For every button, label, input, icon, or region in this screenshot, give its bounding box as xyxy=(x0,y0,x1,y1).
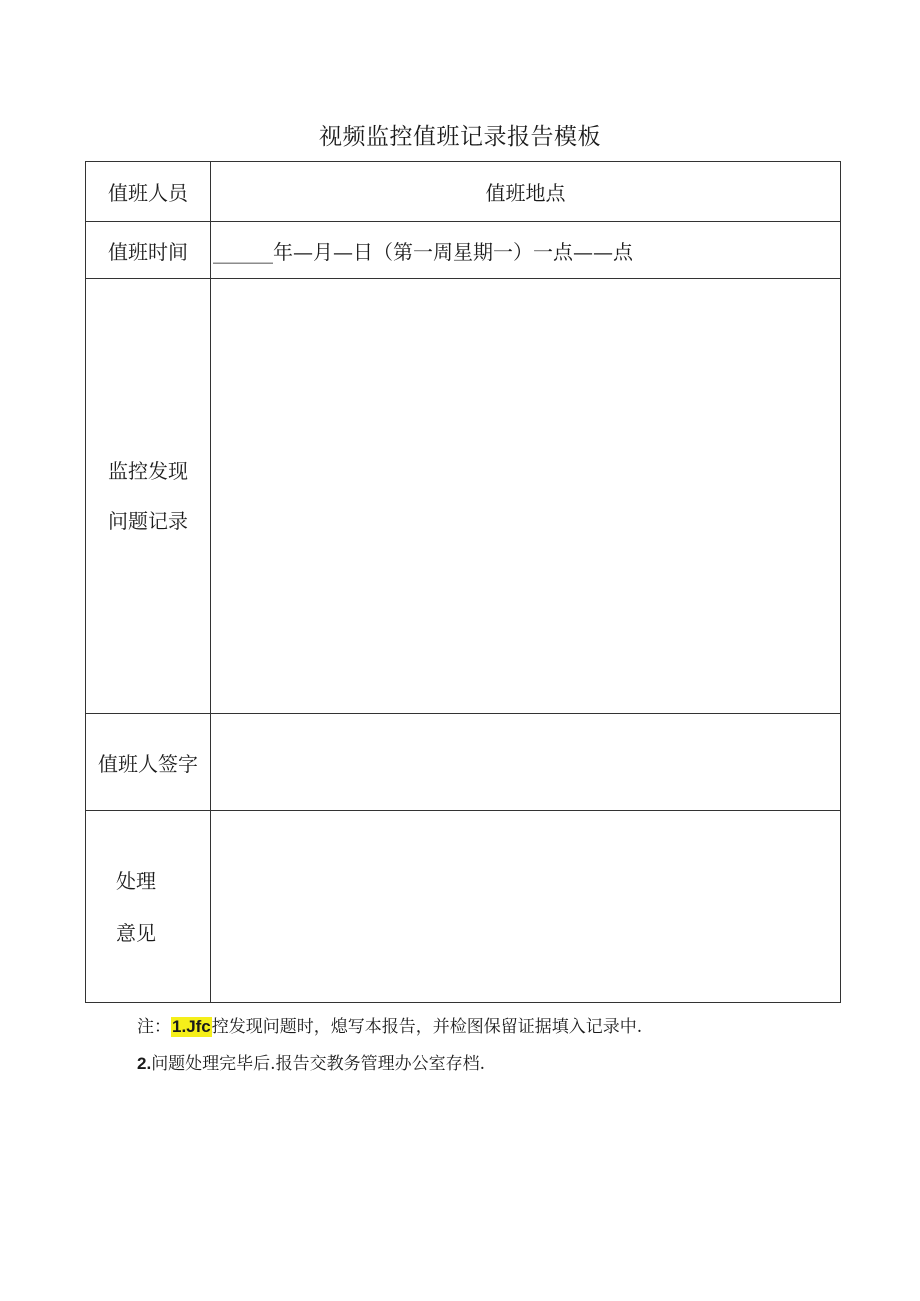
note-1-highlight-text: Jfc xyxy=(186,1017,211,1036)
duty-staff-label: 值班人员 xyxy=(86,162,211,222)
note-2-text: 问题处理完毕后.报告交教务管理办公室存档. xyxy=(151,1054,485,1074)
duty-time-field: ______年—月—日（第一周星期一）一点——点 xyxy=(211,222,841,279)
signature-label: 值班人签字 xyxy=(86,714,211,811)
table-row-duty-staff xyxy=(86,162,841,222)
issue-record-field xyxy=(211,279,841,714)
table-row-duty-time xyxy=(86,222,841,279)
table-row-issue-record xyxy=(86,279,841,714)
signature-field xyxy=(211,714,841,811)
note-1-number: 1. xyxy=(172,1017,187,1036)
table-row-signature xyxy=(86,714,841,811)
note-2-number: 2. xyxy=(137,1054,152,1073)
note-1-text: 控发现问题时，熄写本报告，并检图保留证据填入记录中. xyxy=(211,1017,643,1037)
issue-record-label-line2: 问题记录 xyxy=(108,509,188,533)
handling-opinion-label-line2: 意见 xyxy=(116,920,156,945)
issue-record-label-line1: 监控发现 xyxy=(108,459,188,483)
table-row-handling-opinion xyxy=(86,811,841,1003)
note-line-1 xyxy=(137,1012,642,1037)
note-line-2 xyxy=(137,1049,485,1074)
handling-opinion-label xyxy=(86,811,211,1003)
note-1-highlight xyxy=(171,1017,212,1037)
handling-opinion-label-line1: 处理 xyxy=(116,868,156,893)
document-title: 视频监控值班记录报告模板 xyxy=(319,124,601,150)
duty-record-table xyxy=(85,161,841,1003)
duty-time-label: 值班时间 xyxy=(86,222,211,279)
duty-location-label: 值班地点 xyxy=(211,162,841,222)
note-prefix: 注： xyxy=(137,1017,171,1037)
issue-record-label xyxy=(86,279,211,714)
handling-opinion-field xyxy=(211,811,841,1003)
